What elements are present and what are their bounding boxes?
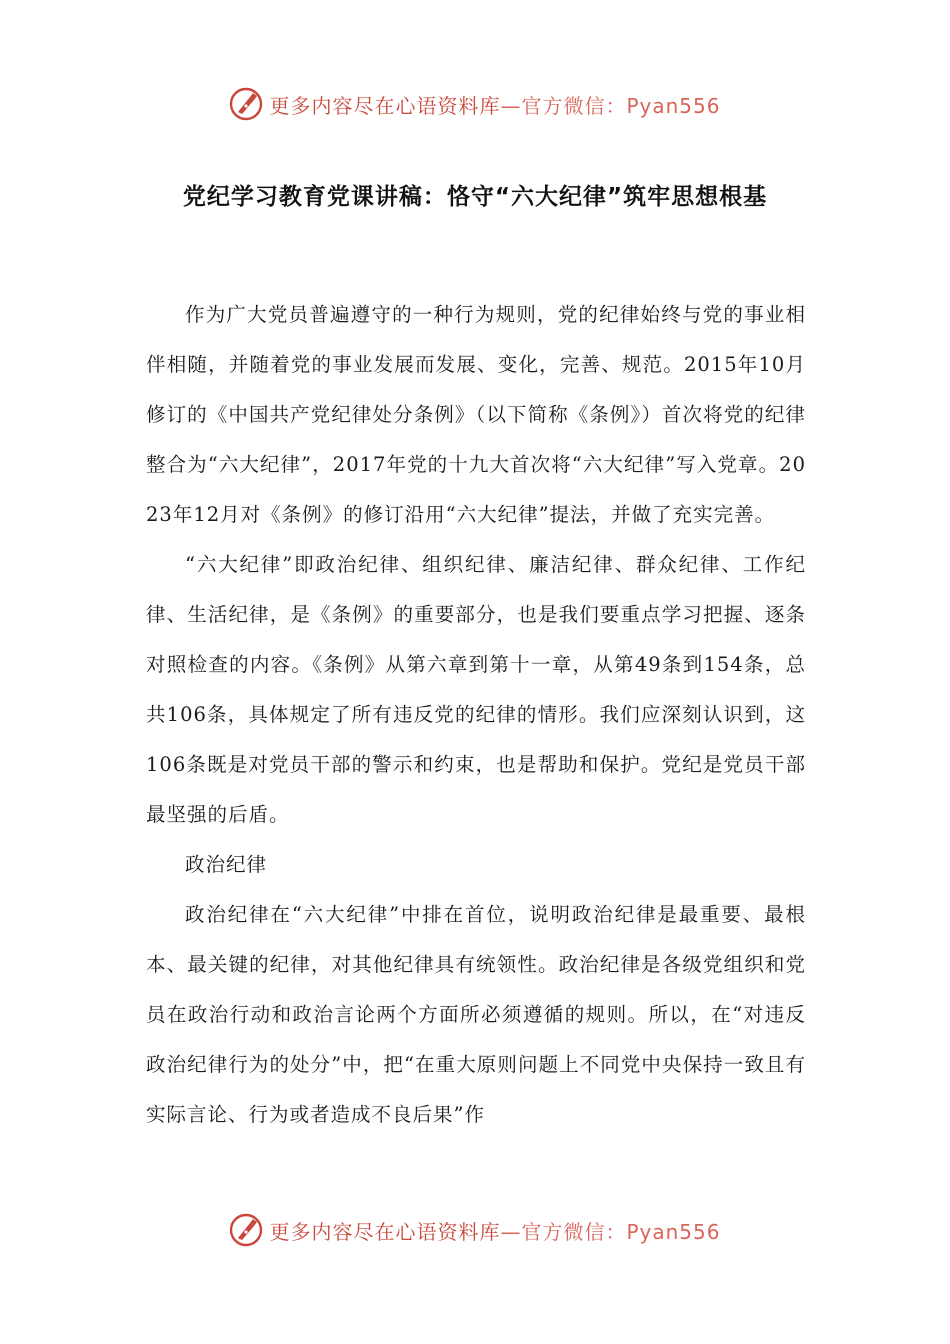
document-body xyxy=(146,290,806,1140)
paragraph: “六大纪律”即政治纪律、组织纪律、廉洁纪律、群众纪律、工作纪律、生活纪律，是《条例》的重要部分，也是我们要重点学习把握、逐条对照检查的内容。《条例》从第六章到第十一章，从第49条到154条，总共106条，具体规定了所有违反党的纪律的情形。我们应深刻认识到，这106条既是对党员干部的警示和约束，也是帮助和保护。党纪是党员干部最坚强的后盾。 xyxy=(146,553,806,826)
watermark-brand-text: 更多内容尽在心语资料库 xyxy=(269,93,501,118)
watermark-header xyxy=(0,82,950,126)
paragraph: 政治纪律在“六大纪律”中排在首位，说明政治纪律是最重要、最根本、最关键的纪律，对其他纪律具有统领性。政治纪律是各级党组织和党员在政治行动和政治言论两个方面所必须遵循的规则。所以，在“对违反政治纪律行为的处分”中，把“在重大原则问题上不同党中央保持一致且有实际言论、行为或者造成不良后果”作 xyxy=(146,903,806,1126)
pen-nib-circle-icon xyxy=(229,87,263,121)
pen-nib-circle-icon xyxy=(229,1213,263,1247)
watermark-footer xyxy=(0,1208,950,1252)
paragraph: 作为广大党员普遍遵守的一种行为规则，党的纪律始终与党的事业相伴相随，并随着党的事业发展而发展、变化，完善、规范。2015年10月修订的《中国共产党纪律处分条例》（以下简称《条例》）首次将党的纪律整合为“六大纪律”，2017年党的十九大首次将“六大纪律”写入党章。2023年12月对《条例》的修订沿用“六大纪律”提法，并做了充实完善。 xyxy=(146,303,806,526)
watermark-wechat-text: —官方微信：Pyan556 xyxy=(500,93,721,118)
watermark-brand-text: 更多内容尽在心语资料库 xyxy=(269,1219,501,1244)
document-title: 党纪学习教育党课讲稿：恪守“六大纪律”筑牢思想根基 xyxy=(182,184,768,210)
watermark-wechat-text: —官方微信：Pyan556 xyxy=(500,1219,721,1244)
section-heading-political-discipline: 政治纪律 xyxy=(185,853,268,876)
